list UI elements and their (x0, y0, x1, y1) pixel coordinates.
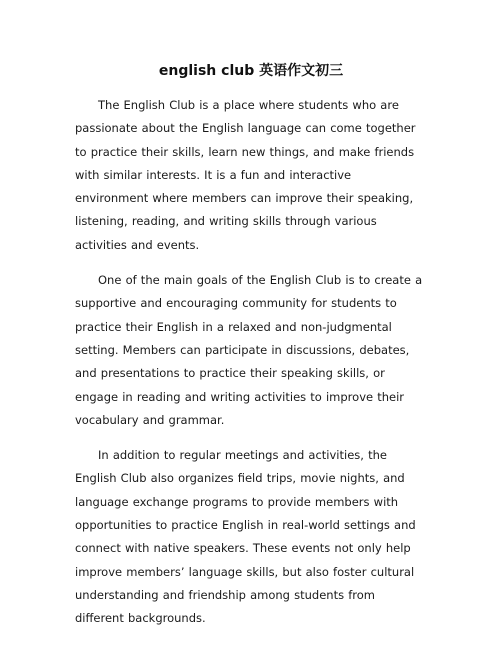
paragraph-3: In addition to regular meetings and activities, the English Club also organizes field trips, movie nights, and language exchange programs to provide members with opportunities to practice English in real-world settings and connect with native speakers. These events not only help improve members’ language skills, but also foster cultural understanding and friendship among students from different backgrounds. (75, 448, 416, 626)
document-body (75, 94, 427, 643)
document-title: english club 英语作文初三 (158, 63, 344, 79)
paragraph-1: The English Club is a place where students who are passionate about the English language can come together to practice their skills, learn new things, and make friends with similar interests. It is a fun and interactive environment where members can improve their speaking, listening, reading, and writing skills through various activities and events. (75, 98, 416, 252)
paragraph-2: One of the main goals of the English Club is to create a supportive and encouraging community for students to practice their English in a relaxed and non-judgmental setting. Members can participate in discussions, debates, and presentations to practice their speaking skills, or engage in reading and writing activities to improve their vocabulary and grammar. (75, 273, 423, 427)
